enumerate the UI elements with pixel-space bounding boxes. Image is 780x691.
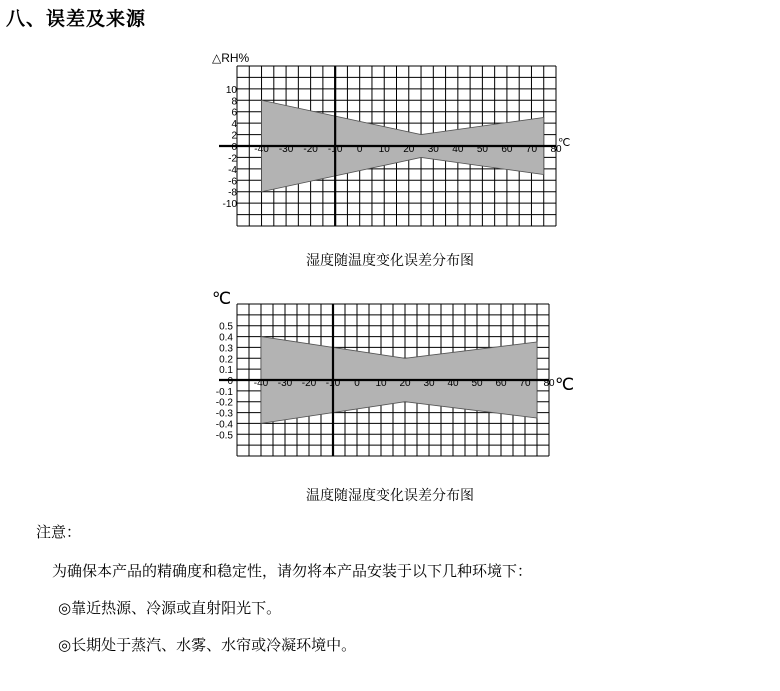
y-tick-label: 0.5 [219,321,233,333]
humidity-y-unit: △RH% [212,51,250,65]
y-tick-label: -6 [228,176,237,188]
notes-item: ◎长期处于蒸汽、水雾、水帘或冷凝环境中。 [58,636,357,654]
humidity-x-unit: ℃ [558,137,571,149]
x-tick-label: 60 [501,144,513,155]
x-tick-label: 20 [403,144,415,155]
x-tick-label: 50 [471,378,483,389]
x-tick-label: 30 [427,144,439,155]
x-tick-label: -40 [253,378,269,389]
temperature-chart-caption: 温度随湿度变化误差分布图 [306,488,474,504]
y-tick-label: 0.1 [219,365,233,377]
y-tick-label: -0.1 [215,386,233,398]
y-tick-label: -0.4 [215,419,233,431]
y-tick-label: -2 [228,153,237,165]
y-tick-label: 0.4 [219,332,233,344]
x-tick-label: -10 [325,378,341,389]
x-tick-label: 60 [495,378,507,389]
y-tick-label: -0.3 [215,408,233,420]
x-tick-label: 80 [550,144,562,155]
notes-title: 注意： [36,523,82,541]
x-tick-label: -20 [301,378,317,389]
x-tick-label: 80 [543,378,555,389]
section-title: 八、误差及来源 [6,8,147,30]
x-tick-label: 70 [519,378,531,389]
x-tick-label: -10 [327,144,343,155]
y-tick-label: 0 [227,376,233,387]
x-tick-label: 0 [356,144,363,155]
x-tick-label: 0 [354,378,360,389]
x-tick-label: 10 [378,144,390,155]
y-tick-label: -0.2 [215,397,233,409]
x-tick-label: 40 [452,144,464,155]
y-tick-label: -0.5 [215,430,233,442]
temperature-x-unit: ℃ [555,375,575,394]
x-tick-label: 50 [476,144,488,155]
y-tick-label: 2 [231,130,237,142]
y-tick-label: 0 [231,142,237,153]
x-tick-label: -40 [254,144,269,155]
y-tick-label: 0.2 [219,354,233,366]
humidity-error-chart [0,44,780,244]
x-tick-label: 20 [399,378,411,389]
x-tick-label: -20 [303,144,318,155]
y-tick-label: -4 [228,164,237,176]
x-tick-label: 70 [525,144,538,155]
x-tick-label: -30 [278,144,294,155]
humidity-chart-caption: 湿度随温度变化误差分布图 [306,253,474,269]
y-tick-label: 10 [225,84,237,96]
y-tick-label: 0.3 [219,343,233,355]
y-tick-label: 4 [231,119,237,131]
y-tick-label: -10 [222,199,237,211]
x-tick-label: 10 [375,378,387,389]
x-tick-label: 30 [423,378,435,389]
temperature-error-chart [0,282,780,462]
notes-intro: 为确保本产品的精确度和稳定性，请勿将本产品安装于以下几种环境下： [52,562,533,580]
y-tick-label: -8 [228,187,237,199]
x-tick-label: -30 [277,378,293,389]
x-tick-label: 40 [447,378,459,389]
y-tick-label: 8 [231,96,237,108]
y-tick-label: 6 [231,107,237,119]
temperature-y-unit: ℃ [212,289,232,308]
notes-item: ◎靠近热源、冷源或直射阳光下。 [58,599,282,617]
